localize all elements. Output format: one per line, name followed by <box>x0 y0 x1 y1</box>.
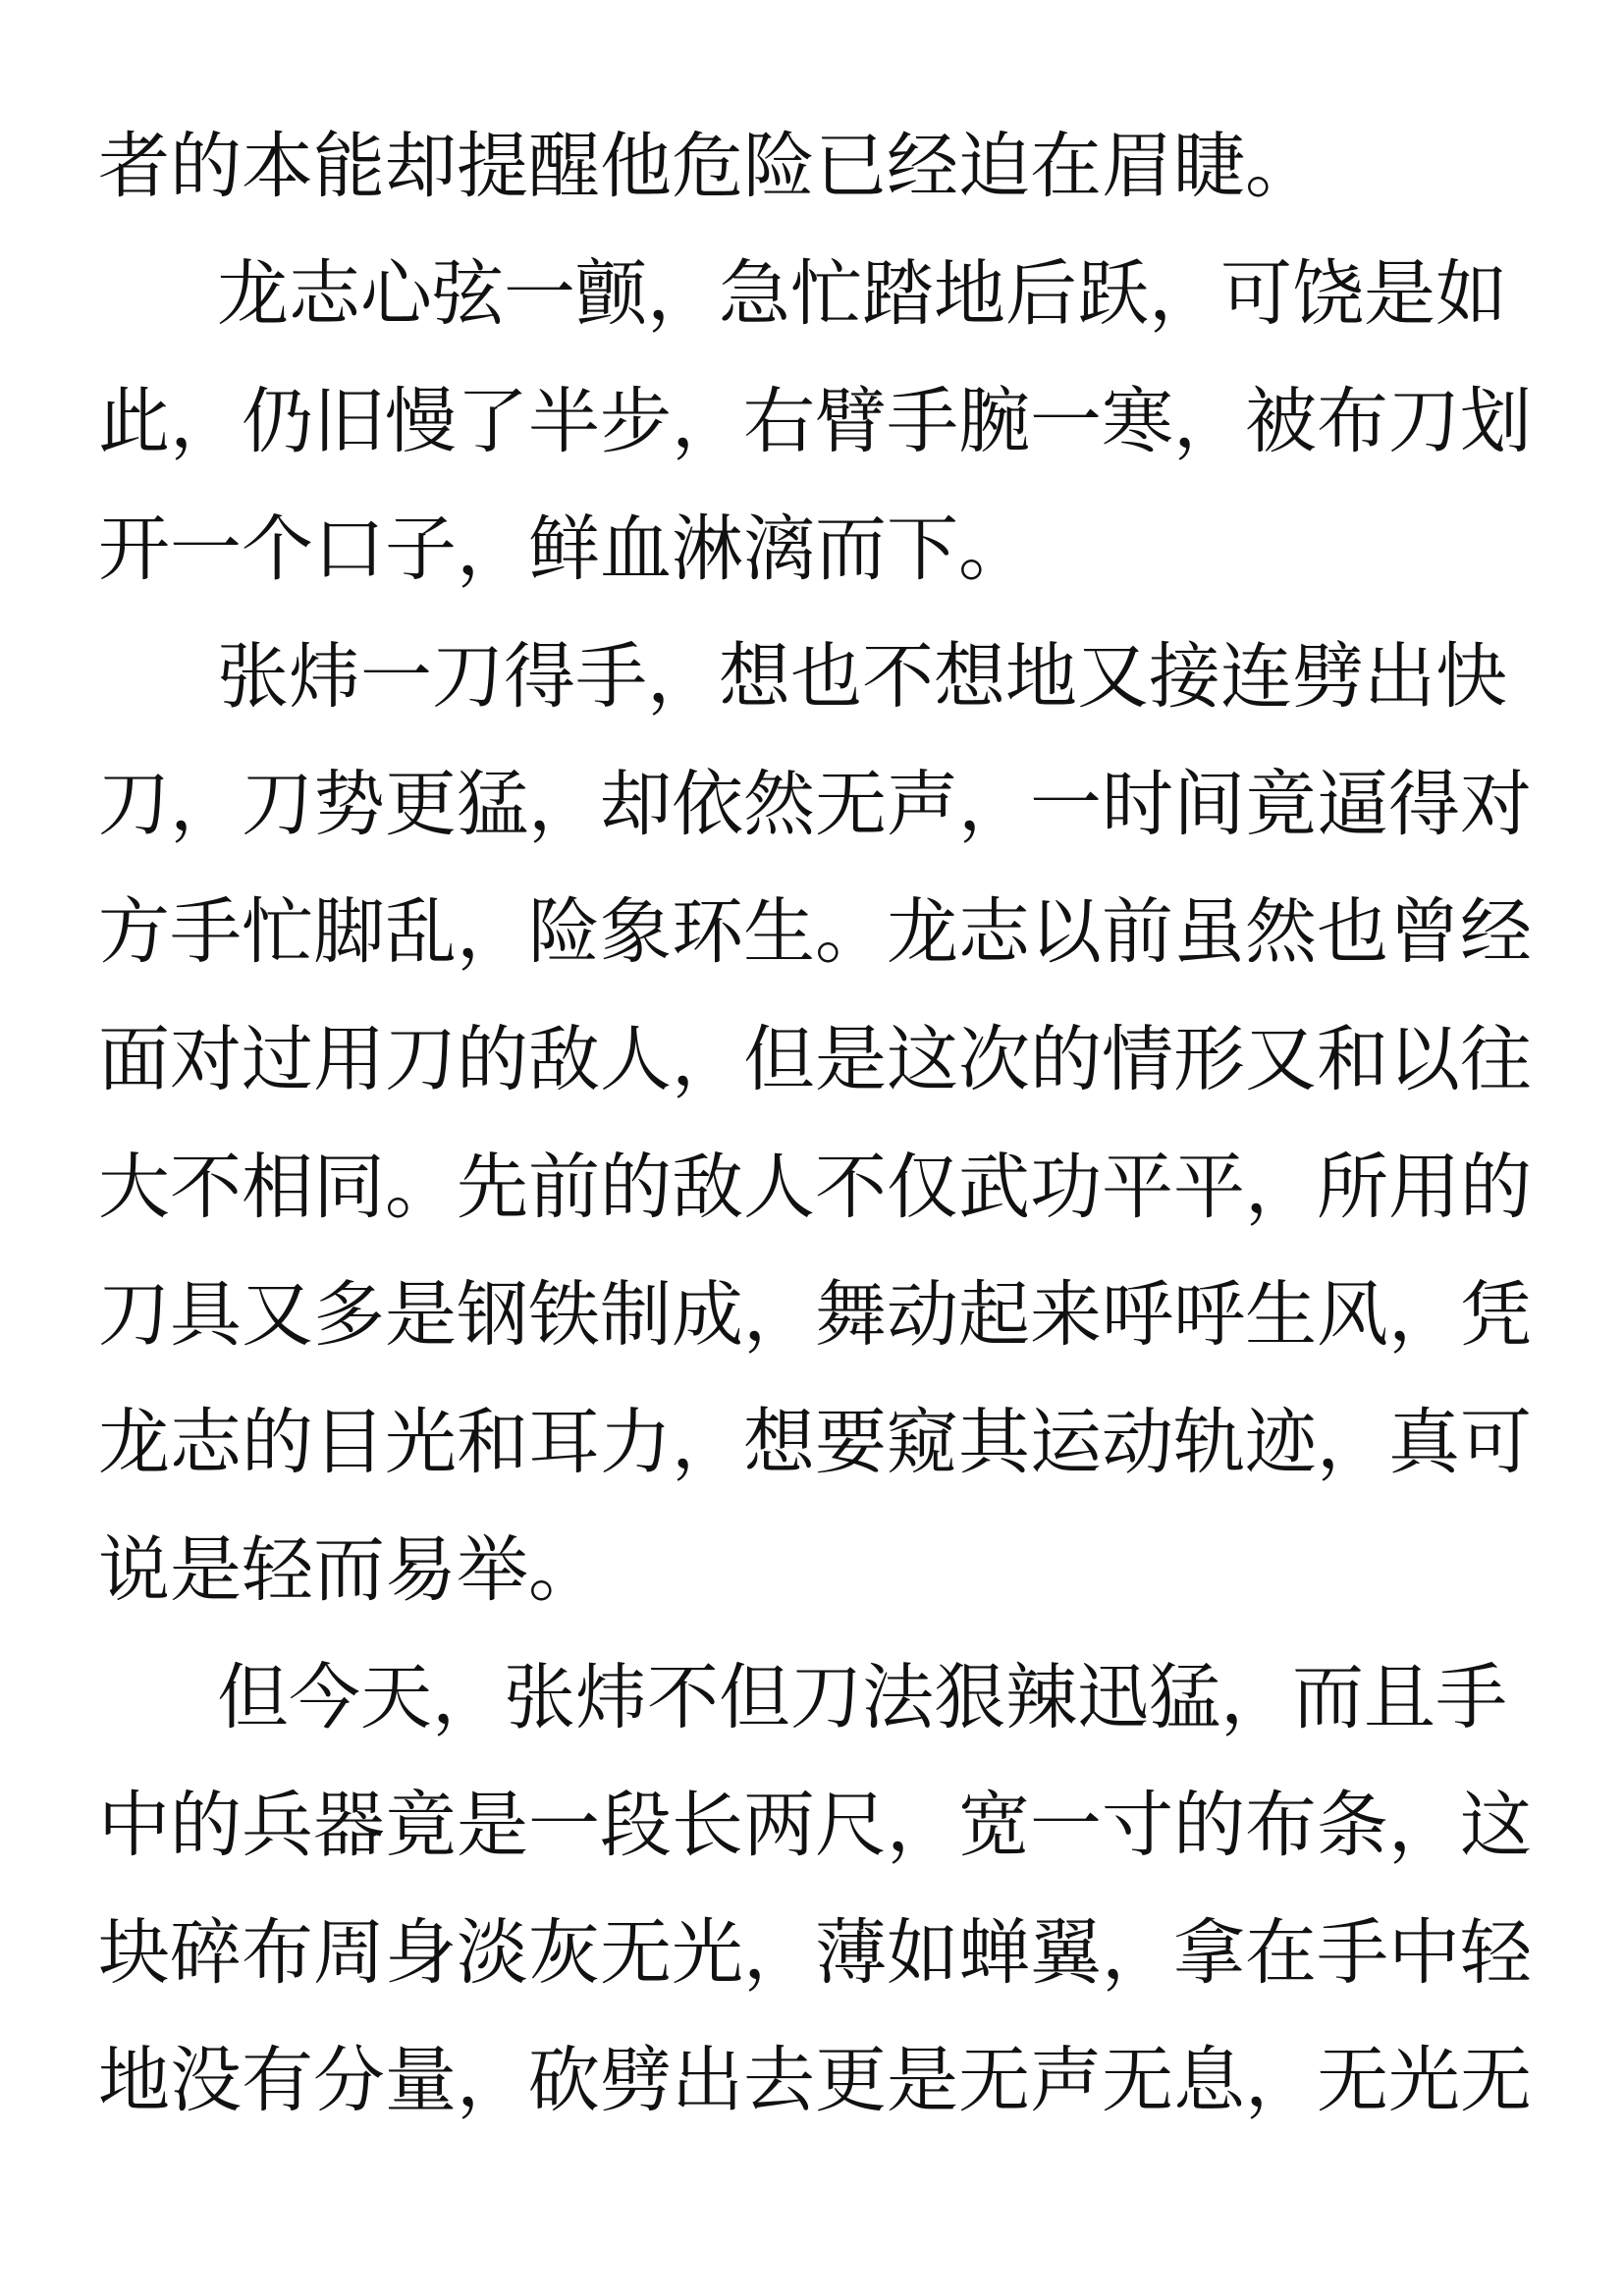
text-line: 地没有分量，砍劈出去更是无声无息，无光无 <box>98 2039 1532 2122</box>
text-line: 龙志的目光和耳力，想要窥其运动轨迹，真可 <box>98 1401 1532 1484</box>
text-line: 大不相同。先前的敌人不仅武功平平，所用的 <box>98 1146 1532 1229</box>
text-line: 开一个口子，鲜血淋漓而下。 <box>98 507 1030 591</box>
text-line: 方手忙脚乱，险象环生。龙志以前虽然也曾经 <box>98 890 1532 974</box>
paragraph-first-line: 张炜一刀得手，想也不想地又接连劈出快 <box>217 635 1507 719</box>
text-line: 块碎布周身淡灰无光，薄如蝉翼，拿在手中轻 <box>98 1911 1532 1995</box>
text-line: 中的兵器竟是一段长两尺，宽一寸的布条，这 <box>98 1784 1532 1867</box>
paragraph-first-line: 龙志心弦一颤，急忙踏地后跃，可饶是如 <box>217 252 1507 336</box>
text-line: 此，仍旧慢了半步，右臂手腕一寒，被布刀划 <box>98 380 1532 463</box>
text-line: 说是轻而易举。 <box>98 1528 600 1612</box>
text-line: 者的本能却提醒他危险已经迫在眉睫。 <box>98 125 1317 208</box>
text-line: 刀具又多是钢铁制成，舞动起来呼呼生风，凭 <box>98 1273 1532 1357</box>
text-line: 刀，刀势更猛，却依然无声，一时间竟逼得对 <box>98 763 1532 846</box>
text-line: 面对过用刀的敌人，但是这次的情形又和以往 <box>98 1018 1532 1101</box>
paragraph-first-line: 但今天，张炜不但刀法狠辣迅猛，而且手 <box>217 1656 1507 1739</box>
